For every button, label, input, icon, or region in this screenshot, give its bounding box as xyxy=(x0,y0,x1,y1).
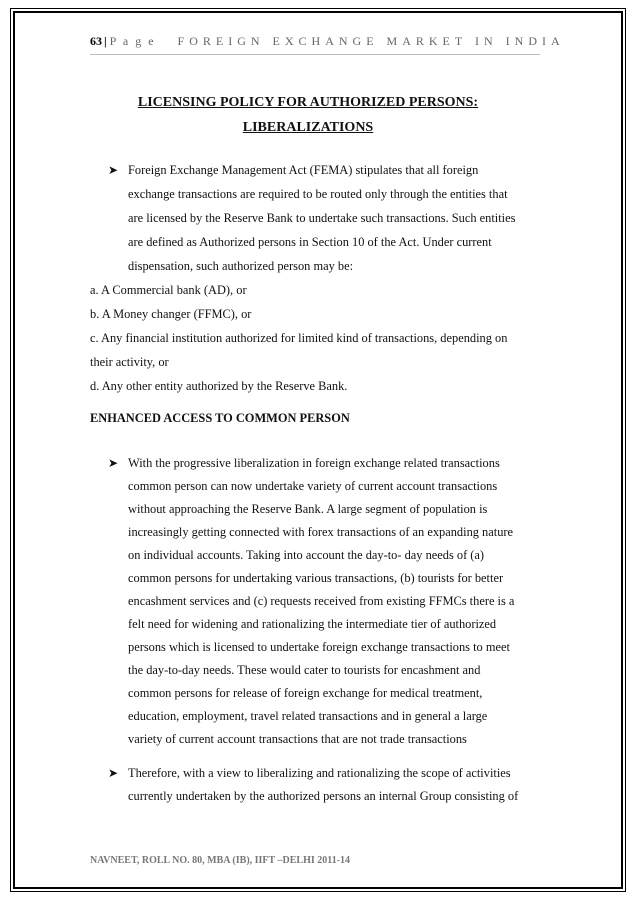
section-heading: ENHANCED ACCESS TO COMMON PERSON xyxy=(90,411,350,425)
header-title: FOREIGN EXCHANGE MARKET IN INDIA xyxy=(177,34,565,48)
bullet-line: common persons for undertaking various transactions, (b) tourists for better xyxy=(128,571,504,585)
list-item: b. A Money changer (FFMC), or xyxy=(90,307,252,321)
bullet-line: currently undertaken by the authorized persons an internal Group consisting of xyxy=(128,789,519,803)
bullet-line: are licensed by the Reserve Bank to undertake such transactions. Such entities xyxy=(128,211,516,225)
page-border-inner xyxy=(13,11,623,889)
bullet-line: persons which is licensed to undertake foreign exchange transactions to meet xyxy=(128,640,510,654)
page-number: 63 xyxy=(90,34,102,48)
list-item: d. Any other entity authorized by the Reserve Bank. xyxy=(90,379,348,393)
document-title-line-1: LICENSING POLICY FOR AUTHORIZED PERSONS: xyxy=(137,95,479,110)
list-item: a. A Commercial bank (AD), or xyxy=(90,283,247,297)
bullet-line: education, employment, travel related transactions and in general a large xyxy=(128,709,488,723)
list-item: their activity, or xyxy=(90,355,169,369)
document-title-line-2: LIBERALIZATIONS xyxy=(242,120,374,135)
page-footer: NAVNEET, ROLL NO. 80, MBA (IB), IIFT –DELHI 2011-14 xyxy=(90,855,351,866)
header-separator: | xyxy=(104,34,107,48)
bullet-line: exchange transactions are required to be routed only through the entities that xyxy=(128,187,508,201)
bullet-line: increasingly getting connected with forex transactions of an expanding nature xyxy=(128,525,514,539)
page-word: P a g e xyxy=(109,34,156,48)
bullet-line: common persons for release of foreign exchange for medical treatment, xyxy=(128,686,483,700)
bullet-line: on individual accounts. Taking into account the day-to- day needs of (a) xyxy=(128,548,485,562)
bullet-line: the day-to-day needs. These would cater to tourists for encashment and xyxy=(128,663,481,677)
bullet-line: variety of current account transactions that are not trade transactions xyxy=(128,732,467,746)
arrow-bullet-icon: ➤ xyxy=(108,766,119,780)
bullet-line: With the progressive liberalization in foreign exchange related transactions xyxy=(128,456,500,470)
arrow-bullet-icon: ➤ xyxy=(108,456,119,470)
bullet-line: encashment services and (c) requests received from existing FFMCs there is a xyxy=(128,594,515,608)
bullet-line: without approaching the Reserve Bank. A large segment of population is xyxy=(128,502,488,516)
bullet-line: dispensation, such authorized person may be: xyxy=(128,259,354,273)
list-item: c. Any financial institution authorized for limited kind of transactions, depending on xyxy=(90,331,508,345)
bullet-line: Foreign Exchange Management Act (FEMA) stipulates that all foreign xyxy=(128,163,479,177)
page-header xyxy=(90,34,565,55)
bullet-line: common person can now undertake variety of current account transactions xyxy=(128,479,498,493)
bullet-line: are defined as Authorized persons in Section 10 of the Act. Under current xyxy=(128,235,492,249)
arrow-bullet-icon: ➤ xyxy=(108,163,119,177)
bullet-line: Therefore, with a view to liberalizing and rationalizing the scope of activities xyxy=(128,766,511,780)
bullet-line: felt need for widening and rationalizing the intermediate tier of authorized xyxy=(128,617,497,631)
